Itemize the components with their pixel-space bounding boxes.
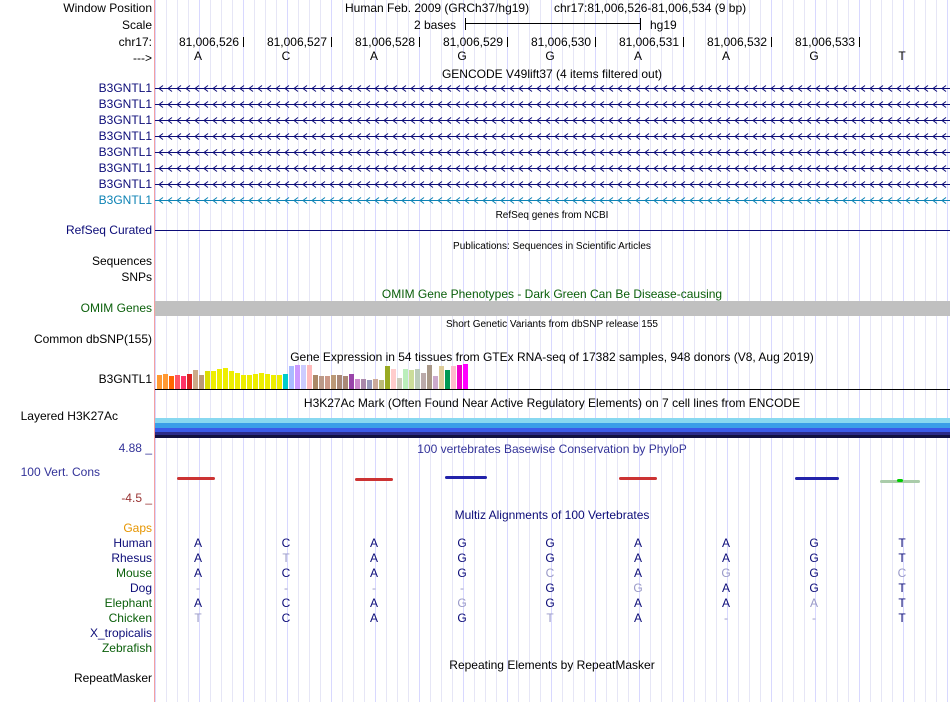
multiz-base: - — [196, 581, 200, 595]
phylop-score-segment — [445, 476, 487, 479]
multiz-base: A — [633, 596, 643, 610]
multiz-base: G — [721, 566, 731, 580]
multiz-base: C — [545, 566, 555, 580]
gtex-tissue-bar[interactable] — [307, 365, 312, 389]
track-labels — [0, 0, 154, 702]
strand-label[interactable]: ---> — [133, 51, 152, 65]
multiz-base: A — [633, 611, 643, 625]
coordinate-tick — [771, 37, 772, 47]
dbsnp-label[interactable]: Common dbSNP(155) — [33, 332, 152, 346]
scale-bar-end — [640, 18, 641, 30]
gtex-tissue-bar[interactable] — [247, 375, 252, 389]
multiz-base: G — [809, 551, 819, 565]
multiz-base: A — [369, 566, 379, 580]
coordinate-label: 81,006,530 — [530, 35, 591, 49]
multiz-base: T — [546, 611, 554, 625]
gtex-tissue-bar[interactable] — [313, 375, 318, 389]
gtex-tissue-bar[interactable] — [193, 370, 198, 389]
gencode-transcript[interactable] — [155, 193, 950, 207]
h3k27ac-title: H3K27Ac Mark (Often Found Near Active Regulatory Elements) on 7 cell lines from ENCODE — [303, 396, 801, 410]
gtex-tissue-bar[interactable] — [187, 374, 192, 389]
multiz-base: A — [193, 596, 203, 610]
gencode-item-label[interactable]: B3GNTL1 — [98, 145, 152, 159]
gencode-transcript[interactable] — [155, 161, 950, 175]
multiz-base: A — [633, 536, 643, 550]
multiz-base: A — [721, 551, 731, 565]
refseq-gene-line[interactable] — [155, 230, 950, 231]
gtex-tissue-bar[interactable] — [253, 374, 258, 389]
repeatmasker-title: Repeating Elements by RepeatMasker — [449, 658, 655, 672]
gencode-item-label[interactable]: B3GNTL1 — [98, 113, 152, 127]
multiz-species-label[interactable]: Elephant — [104, 596, 152, 610]
gtex-tissue-bar[interactable] — [295, 365, 300, 389]
gtex-tissue-bar[interactable] — [397, 378, 402, 389]
sequences-label[interactable]: Sequences — [91, 254, 152, 268]
omim-label[interactable]: OMIM Genes — [80, 301, 152, 315]
phylop-score-segment — [355, 478, 393, 481]
scale-text: 2 bases — [414, 18, 457, 32]
gencode-item-label[interactable]: B3GNTL1 — [98, 129, 152, 143]
gencode-transcript[interactable] — [155, 97, 950, 111]
gtex-tissue-bar[interactable] — [277, 375, 282, 389]
gtex-tissue-bar[interactable] — [205, 371, 210, 389]
gencode-title: GENCODE V49lift37 (4 items filtered out) — [441, 67, 663, 81]
sequence-base: A — [369, 49, 379, 63]
multiz-species-label[interactable]: Mouse — [115, 566, 152, 580]
multiz-base: A — [193, 566, 203, 580]
sequence-base: A — [193, 49, 203, 63]
multiz-base: A — [369, 611, 379, 625]
multiz-species-label[interactable]: Human — [113, 536, 152, 550]
gtex-tissue-bar[interactable] — [421, 373, 426, 389]
multiz-base: G — [545, 581, 555, 595]
gtex-tissue-bar[interactable] — [163, 374, 168, 389]
phylop-score-segment — [897, 479, 903, 482]
multiz-base: A — [193, 536, 203, 550]
gtex-tissue-bar[interactable] — [211, 371, 216, 389]
gtex-tissue-bar[interactable] — [235, 373, 240, 389]
multiz-base: A — [721, 536, 731, 550]
coordinate-tick — [331, 37, 332, 47]
gencode-transcript[interactable] — [155, 81, 950, 95]
dbsnp-title: Short Genetic Variants from dbSNP release 155 — [446, 319, 658, 330]
gtex-tissue-bar[interactable] — [175, 375, 180, 389]
coordinate-tick — [419, 37, 420, 47]
phylop-score-segment — [177, 477, 215, 480]
window-position-label[interactable]: Window Position — [63, 1, 152, 15]
snps-label[interactable]: SNPs — [121, 270, 152, 284]
gtex-title: Gene Expression in 54 tissues from GTEx RNA-seq of 17382 samples, 948 donors (V8, Aug 2019) — [290, 350, 814, 364]
multiz-base: G — [457, 551, 467, 565]
gtex-tissue-bar[interactable] — [409, 370, 414, 389]
multiz-base: C — [281, 536, 291, 550]
multiz-base: T — [194, 611, 202, 625]
multiz-base: C — [281, 611, 291, 625]
refseq-title: RefSeq genes from NCBI — [495, 210, 609, 221]
coordinate-tick — [507, 37, 508, 47]
multiz-base: A — [369, 551, 379, 565]
multiz-base: - — [460, 581, 464, 595]
gtex-tissue-bar[interactable] — [349, 374, 354, 389]
sequence-base: C — [281, 49, 291, 63]
multiz-base: A — [633, 566, 643, 580]
coordinate-tick — [683, 37, 684, 47]
multiz-base: G — [545, 596, 555, 610]
gtex-tissue-bar[interactable] — [331, 375, 336, 389]
scale-label[interactable]: Scale — [121, 18, 152, 32]
multiz-base: - — [284, 581, 288, 595]
sequence-base: G — [809, 49, 819, 63]
gtex-bar-graph[interactable] — [155, 364, 950, 389]
gtex-tissue-bar[interactable] — [283, 374, 288, 389]
phylop-label[interactable]: 100 Vert. Cons — [20, 465, 100, 479]
track-data-area — [155, 0, 950, 702]
gtex-tissue-bar[interactable] — [403, 369, 408, 389]
gencode-item-label[interactable]: B3GNTL1 — [98, 81, 152, 95]
gtex-label[interactable]: B3GNTL1 — [98, 372, 152, 386]
gtex-tissue-bar[interactable] — [451, 366, 456, 389]
multiz-base: A — [809, 596, 819, 610]
gtex-tissue-bar[interactable] — [199, 375, 204, 389]
phylop-max-label: 4.88 _ — [118, 441, 152, 455]
gencode-transcript[interactable] — [155, 113, 950, 127]
multiz-base: T — [898, 551, 906, 565]
gencode-transcript[interactable] — [155, 129, 950, 143]
phylop-title: 100 vertebrates Basewise Conservation by PhyloP — [417, 442, 687, 456]
gtex-tissue-bar[interactable] — [445, 370, 450, 389]
multiz-base: G — [457, 566, 467, 580]
scale-bar-start — [465, 18, 466, 30]
gtex-tissue-bar[interactable] — [319, 376, 324, 389]
gtex-tissue-bar[interactable] — [415, 369, 420, 389]
gtex-tissue-bar[interactable] — [229, 371, 234, 389]
gtex-baseline — [155, 389, 950, 390]
gtex-tissue-bar[interactable] — [169, 376, 174, 389]
gtex-tissue-bar[interactable] — [439, 366, 444, 389]
gtex-tissue-bar[interactable] — [463, 364, 468, 389]
gtex-tissue-bar[interactable] — [457, 365, 462, 389]
multiz-title: Multiz Alignments of 100 Vertebrates — [454, 508, 650, 522]
gtex-tissue-bar[interactable] — [343, 376, 348, 389]
gtex-tissue-bar[interactable] — [259, 373, 264, 389]
gtex-tissue-bar[interactable] — [325, 376, 330, 389]
coordinate-label: 81,006,526 — [178, 35, 239, 49]
scale-bar — [465, 23, 640, 24]
genome-assembly: Human Feb. 2009 (GRCh37/hg19) — [345, 1, 530, 15]
coordinate-label: 81,006,529 — [442, 35, 503, 49]
h3k27ac-label[interactable]: Layered H3K27Ac — [20, 409, 118, 423]
multiz-base: G — [809, 566, 819, 580]
multiz-base: - — [812, 611, 816, 625]
gtex-tissue-bar[interactable] — [301, 365, 306, 389]
omim-feature-bar[interactable] — [155, 301, 950, 316]
multiz-base: G — [809, 536, 819, 550]
gtex-tissue-bar[interactable] — [157, 375, 162, 389]
coordinate-label: 81,006,531 — [618, 35, 679, 49]
gtex-tissue-bar[interactable] — [265, 374, 270, 389]
multiz-species-label[interactable]: Dog — [129, 581, 152, 595]
multiz-species-label[interactable]: Zebrafish — [101, 641, 152, 655]
multiz-base: - — [372, 581, 376, 595]
gencode-transcript[interactable] — [155, 145, 950, 159]
gencode-item-label[interactable]: B3GNTL1 — [98, 161, 152, 175]
coordinate-tick — [595, 37, 596, 47]
phylop-score-segment — [795, 477, 839, 480]
multiz-base: G — [457, 596, 467, 610]
sequence-base: A — [633, 49, 643, 63]
omim-title: OMIM Gene Phenotypes - Dark Green Can Be Disease-causing — [381, 287, 723, 301]
gaps-label[interactable]: Gaps — [123, 521, 152, 535]
phylop-min-label: -4.5 _ — [121, 491, 152, 505]
multiz-base: A — [193, 551, 203, 565]
gtex-tissue-bar[interactable] — [385, 366, 390, 389]
coordinate-tick — [243, 37, 244, 47]
multiz-base: G — [545, 536, 555, 550]
multiz-base: - — [724, 611, 728, 625]
coordinate-label: 81,006,532 — [706, 35, 767, 49]
repeatmasker-label[interactable]: RepeatMasker — [73, 671, 152, 685]
multiz-base: C — [281, 596, 291, 610]
phylop-score-segment — [619, 477, 657, 480]
coordinate-label: 81,006,528 — [354, 35, 415, 49]
locus-text: chr17:81,006,526-81,006,534 (9 bp) — [554, 1, 747, 15]
gtex-tissue-bar[interactable] — [217, 369, 222, 389]
gencode-item-label[interactable]: B3GNTL1 — [98, 97, 152, 111]
multiz-base: A — [369, 536, 379, 550]
sequence-base: G — [457, 49, 467, 63]
multiz-base: G — [545, 551, 555, 565]
multiz-species-label[interactable]: X_tropicalis — [89, 626, 152, 640]
gencode-item-label[interactable]: B3GNTL1 — [98, 193, 152, 207]
multiz-base: T — [898, 611, 906, 625]
gtex-tissue-bar[interactable] — [271, 375, 276, 389]
multiz-species-label[interactable]: Chicken — [108, 611, 152, 625]
multiz-base: T — [898, 596, 906, 610]
multiz-base: T — [898, 581, 906, 595]
multiz-base: C — [897, 566, 907, 580]
publications-title: Publications: Sequences in Scientific Articles — [453, 241, 651, 252]
multiz-base: G — [457, 536, 467, 550]
refseq-label[interactable]: RefSeq Curated — [65, 223, 152, 237]
gtex-tissue-bar[interactable] — [223, 368, 228, 389]
gtex-tissue-bar[interactable] — [289, 366, 294, 389]
gtex-tissue-bar[interactable] — [337, 375, 342, 389]
multiz-base: A — [633, 551, 643, 565]
gtex-tissue-bar[interactable] — [367, 380, 372, 389]
gtex-tissue-bar[interactable] — [391, 369, 396, 389]
coordinate-label: 81,006,527 — [266, 35, 327, 49]
gencode-transcript[interactable] — [155, 177, 950, 191]
chrom-label[interactable]: chr17: — [118, 35, 152, 49]
gtex-tissue-bar[interactable] — [433, 376, 438, 389]
gtex-tissue-bar[interactable] — [355, 379, 360, 389]
multiz-base: A — [369, 596, 379, 610]
sequence-base: A — [721, 49, 731, 63]
gtex-tissue-bar[interactable] — [427, 365, 432, 389]
coordinate-tick — [859, 37, 860, 47]
multiz-base: A — [721, 596, 731, 610]
multiz-base: G — [633, 581, 643, 595]
scale-db: hg19 — [650, 18, 677, 32]
sequence-base: G — [545, 49, 555, 63]
gtex-tissue-bar[interactable] — [181, 376, 186, 389]
multiz-base: C — [281, 566, 291, 580]
coordinate-label: 81,006,533 — [794, 35, 855, 49]
gtex-tissue-bar[interactable] — [361, 379, 366, 389]
multiz-base: G — [809, 581, 819, 595]
gencode-item-label[interactable]: B3GNTL1 — [98, 177, 152, 191]
multiz-base: A — [721, 581, 731, 595]
multiz-base: G — [457, 611, 467, 625]
h3k27ac-signal[interactable] — [155, 418, 950, 438]
gtex-tissue-bar[interactable] — [379, 380, 384, 389]
multiz-species-label[interactable]: Rhesus — [111, 551, 152, 565]
multiz-base: T — [898, 536, 906, 550]
gtex-tissue-bar[interactable] — [241, 375, 246, 389]
multiz-base: T — [282, 551, 290, 565]
gtex-tissue-bar[interactable] — [373, 379, 378, 389]
sequence-base: T — [898, 49, 906, 63]
